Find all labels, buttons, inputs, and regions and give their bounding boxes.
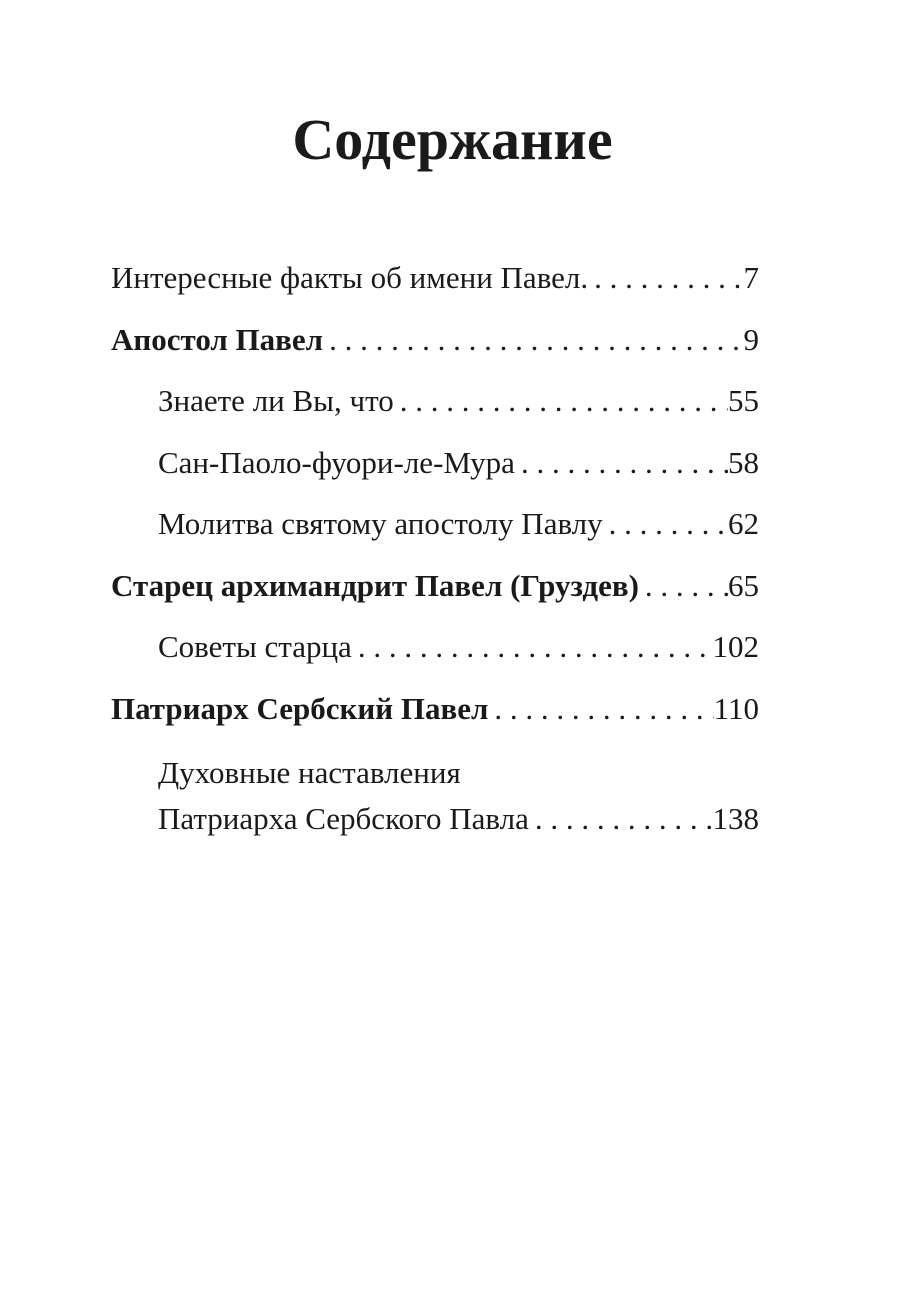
toc-page-number: 102 xyxy=(712,629,759,664)
toc-entry-elder-pavel[interactable] xyxy=(111,566,759,606)
dot-leader xyxy=(529,796,713,842)
page-title: Содержание xyxy=(292,107,613,172)
toc-entry-interesting-facts[interactable] xyxy=(111,258,759,298)
toc-entry-title: Молитва святому апостолу Павлу xyxy=(158,506,603,541)
dot-leader xyxy=(639,566,728,606)
dot-leader xyxy=(323,320,743,360)
toc-entry-spiritual-instructions[interactable] xyxy=(111,750,759,842)
dot-leader xyxy=(352,627,713,667)
dot-leader xyxy=(394,381,728,421)
toc-page-number: 110 xyxy=(713,690,759,726)
toc-entry-title: Советы старца xyxy=(158,629,352,664)
toc-page-number: 138 xyxy=(712,801,759,836)
dot-leader xyxy=(603,504,728,544)
toc-entry-title: Старец архимандрит Павел (Груздев) xyxy=(111,567,639,603)
toc-entry-title-line2: Патриарха Сербского Павла xyxy=(158,801,529,836)
dot-leader xyxy=(588,258,743,298)
toc-entry-title: Сан-Паоло-фуори-ле-Мура xyxy=(158,444,515,480)
toc-page-number: 7 xyxy=(743,260,759,295)
toc-entry-title: Знаете ли Вы, что xyxy=(158,383,394,418)
toc-page-number: 9 xyxy=(743,321,759,357)
toc-page-number: 65 xyxy=(728,567,759,603)
toc-entry-title: Патриарх Сербский Павел xyxy=(111,690,489,726)
toc-page-number: 58 xyxy=(728,444,759,480)
toc-page-number: 62 xyxy=(728,506,759,541)
toc-page-number: 55 xyxy=(728,383,759,418)
toc-entry-prayer[interactable] xyxy=(111,504,759,544)
toc-entry-title-line2-row xyxy=(158,796,759,842)
table-of-contents xyxy=(111,258,759,864)
dot-leader xyxy=(515,443,728,483)
toc-entry-title: Интересные факты об имени Павел. xyxy=(111,260,589,295)
toc-entry-elder-advice[interactable] xyxy=(111,627,759,667)
toc-entry-apostle-paul[interactable] xyxy=(111,320,759,360)
toc-entry-san-paolo[interactable] xyxy=(111,443,759,483)
dot-leader xyxy=(488,689,713,729)
toc-entry-did-you-know[interactable] xyxy=(111,381,759,421)
toc-entry-title-line1: Духовные наставления xyxy=(158,755,461,790)
toc-entry-patriarch-pavle[interactable] xyxy=(111,689,759,729)
toc-entry-title: Апостол Павел xyxy=(111,321,324,357)
